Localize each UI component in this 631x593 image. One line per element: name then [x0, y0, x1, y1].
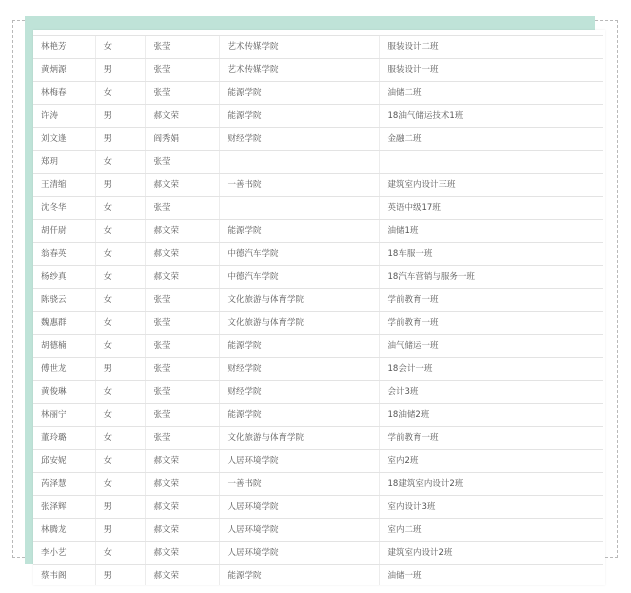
cell-gender: 女 — [95, 381, 145, 404]
cell-class: 油储1班 — [379, 220, 603, 243]
cell-teacher: 郝文荣 — [145, 174, 219, 197]
cell-college: 人居环境学院 — [219, 519, 379, 542]
cell-gender: 女 — [95, 335, 145, 358]
cell-gender: 女 — [95, 404, 145, 427]
cell-gender: 女 — [95, 450, 145, 473]
cell-college: 能源学院 — [219, 565, 379, 586]
table-row — [33, 565, 603, 586]
cell-college: 人居环境学院 — [219, 450, 379, 473]
cell-college — [219, 197, 379, 220]
cell-college: 文化旅游与体育学院 — [219, 289, 379, 312]
cell-gender: 男 — [95, 565, 145, 586]
cell-class: 会计3班 — [379, 381, 603, 404]
cell-class: 18会计一班 — [379, 358, 603, 381]
cell-class: 学前教育一班 — [379, 289, 603, 312]
cell-class: 建筑室内设计三班 — [379, 174, 603, 197]
table-row — [33, 289, 603, 312]
cell-teacher: 张莹 — [145, 289, 219, 312]
cell-gender: 女 — [95, 473, 145, 496]
cell-name: 林丽宁 — [33, 404, 95, 427]
cell-college: 艺术传媒学院 — [219, 59, 379, 82]
cell-college: 中德汽车学院 — [219, 243, 379, 266]
cell-name: 胡仟尉 — [33, 220, 95, 243]
cell-class: 18建筑室内设计2班 — [379, 473, 603, 496]
cell-name: 董玲璐 — [33, 427, 95, 450]
cell-name: 陈骁云 — [33, 289, 95, 312]
table-row — [33, 519, 603, 542]
table-row — [33, 197, 603, 220]
cell-class: 室内设计3班 — [379, 496, 603, 519]
cell-name: 魏惠群 — [33, 312, 95, 335]
cell-name: 林艳芳 — [33, 36, 95, 59]
cell-college: 文化旅游与体育学院 — [219, 427, 379, 450]
table-row — [33, 312, 603, 335]
table-row — [33, 473, 603, 496]
table-row — [33, 59, 603, 82]
student-table-body — [33, 36, 603, 586]
table-row — [33, 404, 603, 427]
cell-class: 学前教育一班 — [379, 427, 603, 450]
cell-name: 邱安妮 — [33, 450, 95, 473]
cell-class: 18汽车营销与服务一班 — [379, 266, 603, 289]
table-row — [33, 427, 603, 450]
cell-name: 林腾龙 — [33, 519, 95, 542]
table-row — [33, 358, 603, 381]
cell-gender: 女 — [95, 289, 145, 312]
table-row — [33, 450, 603, 473]
cell-teacher: 郝文荣 — [145, 220, 219, 243]
cell-college: 能源学院 — [219, 220, 379, 243]
table-row — [33, 128, 603, 151]
cell-name: 李小艺 — [33, 542, 95, 565]
cell-name: 许涛 — [33, 105, 95, 128]
cell-college: 中德汽车学院 — [219, 266, 379, 289]
cell-teacher: 郝文荣 — [145, 266, 219, 289]
table-row — [33, 496, 603, 519]
cell-teacher: 张莹 — [145, 404, 219, 427]
cell-name: 林梅春 — [33, 82, 95, 105]
cell-class: 服装设计二班 — [379, 36, 603, 59]
cell-teacher: 张莹 — [145, 358, 219, 381]
cell-gender: 男 — [95, 358, 145, 381]
table-row — [33, 542, 603, 565]
cell-teacher: 阎秀娟 — [145, 128, 219, 151]
cell-class: 18车服一班 — [379, 243, 603, 266]
table-row — [33, 381, 603, 404]
cell-teacher: 张莹 — [145, 151, 219, 174]
cell-teacher: 张莹 — [145, 427, 219, 450]
cell-college: 能源学院 — [219, 82, 379, 105]
cell-name: 郑玥 — [33, 151, 95, 174]
spreadsheet-sheet — [33, 30, 605, 585]
table-row — [33, 82, 603, 105]
table-row — [33, 243, 603, 266]
cell-gender: 女 — [95, 427, 145, 450]
table-row — [33, 266, 603, 289]
cell-class: 服装设计一班 — [379, 59, 603, 82]
cell-gender: 女 — [95, 36, 145, 59]
cell-class: 建筑室内设计2班 — [379, 542, 603, 565]
table-row — [33, 105, 603, 128]
cell-college: 艺术传媒学院 — [219, 36, 379, 59]
cell-gender: 女 — [95, 542, 145, 565]
table-row — [33, 220, 603, 243]
table-row — [33, 335, 603, 358]
cell-college: 财经学院 — [219, 358, 379, 381]
cell-gender: 女 — [95, 82, 145, 105]
cell-name: 胡德楠 — [33, 335, 95, 358]
cell-college: 财经学院 — [219, 128, 379, 151]
cell-teacher: 张莹 — [145, 197, 219, 220]
cell-name: 刘文逢 — [33, 128, 95, 151]
cell-class — [379, 151, 603, 174]
cell-name: 沈冬华 — [33, 197, 95, 220]
cell-name: 蔡韦阁 — [33, 565, 95, 586]
cell-class: 18油气储运技术1班 — [379, 105, 603, 128]
cell-teacher: 张莹 — [145, 335, 219, 358]
side-accent-band — [25, 16, 33, 564]
cell-college: 能源学院 — [219, 105, 379, 128]
cell-teacher: 张莹 — [145, 59, 219, 82]
cell-teacher: 郝文荣 — [145, 105, 219, 128]
header-accent-band — [25, 16, 595, 30]
cell-name: 黄俊琳 — [33, 381, 95, 404]
cell-gender: 男 — [95, 128, 145, 151]
table-row — [33, 151, 603, 174]
cell-class: 金融二班 — [379, 128, 603, 151]
cell-teacher: 郝文荣 — [145, 450, 219, 473]
cell-college: 人居环境学院 — [219, 542, 379, 565]
cell-class: 油储二班 — [379, 82, 603, 105]
cell-class: 油储一班 — [379, 565, 603, 586]
cell-name: 翁春英 — [33, 243, 95, 266]
cell-teacher: 郝文荣 — [145, 519, 219, 542]
cell-gender: 女 — [95, 197, 145, 220]
cell-college: 文化旅游与体育学院 — [219, 312, 379, 335]
cell-class: 油气储运一班 — [379, 335, 603, 358]
cell-name: 黄炳源 — [33, 59, 95, 82]
cell-name: 傅世龙 — [33, 358, 95, 381]
cell-name: 王清缩 — [33, 174, 95, 197]
cell-teacher: 张莹 — [145, 82, 219, 105]
cell-teacher: 张莹 — [145, 36, 219, 59]
cell-gender: 女 — [95, 243, 145, 266]
cell-name: 杨纱真 — [33, 266, 95, 289]
cell-teacher: 张莹 — [145, 312, 219, 335]
table-row — [33, 36, 603, 59]
cell-class: 英语中级17班 — [379, 197, 603, 220]
student-table — [33, 35, 603, 585]
table-row — [33, 174, 603, 197]
cell-name: 芮泽慧 — [33, 473, 95, 496]
cell-teacher: 郝文荣 — [145, 496, 219, 519]
cell-class: 18油储2班 — [379, 404, 603, 427]
cell-college: 能源学院 — [219, 404, 379, 427]
cell-name: 张泽辉 — [33, 496, 95, 519]
cell-gender: 女 — [95, 312, 145, 335]
cell-teacher: 张莹 — [145, 381, 219, 404]
cell-class: 学前教育一班 — [379, 312, 603, 335]
cell-teacher: 郝文荣 — [145, 542, 219, 565]
cell-gender: 男 — [95, 519, 145, 542]
cell-teacher: 郝文荣 — [145, 243, 219, 266]
cell-class: 室内二班 — [379, 519, 603, 542]
cell-college: 人居环境学院 — [219, 496, 379, 519]
cell-gender: 男 — [95, 105, 145, 128]
cell-gender: 男 — [95, 496, 145, 519]
cell-college: 一善书院 — [219, 473, 379, 496]
cell-gender: 女 — [95, 151, 145, 174]
cell-teacher: 郝文荣 — [145, 473, 219, 496]
cell-class: 室内2班 — [379, 450, 603, 473]
cell-teacher: 郝文荣 — [145, 565, 219, 586]
cell-college: 能源学院 — [219, 335, 379, 358]
cell-college: 财经学院 — [219, 381, 379, 404]
cell-gender: 男 — [95, 59, 145, 82]
cell-gender: 女 — [95, 220, 145, 243]
cell-college: 一善书院 — [219, 174, 379, 197]
cell-gender: 女 — [95, 266, 145, 289]
cell-gender: 男 — [95, 174, 145, 197]
cell-college — [219, 151, 379, 174]
